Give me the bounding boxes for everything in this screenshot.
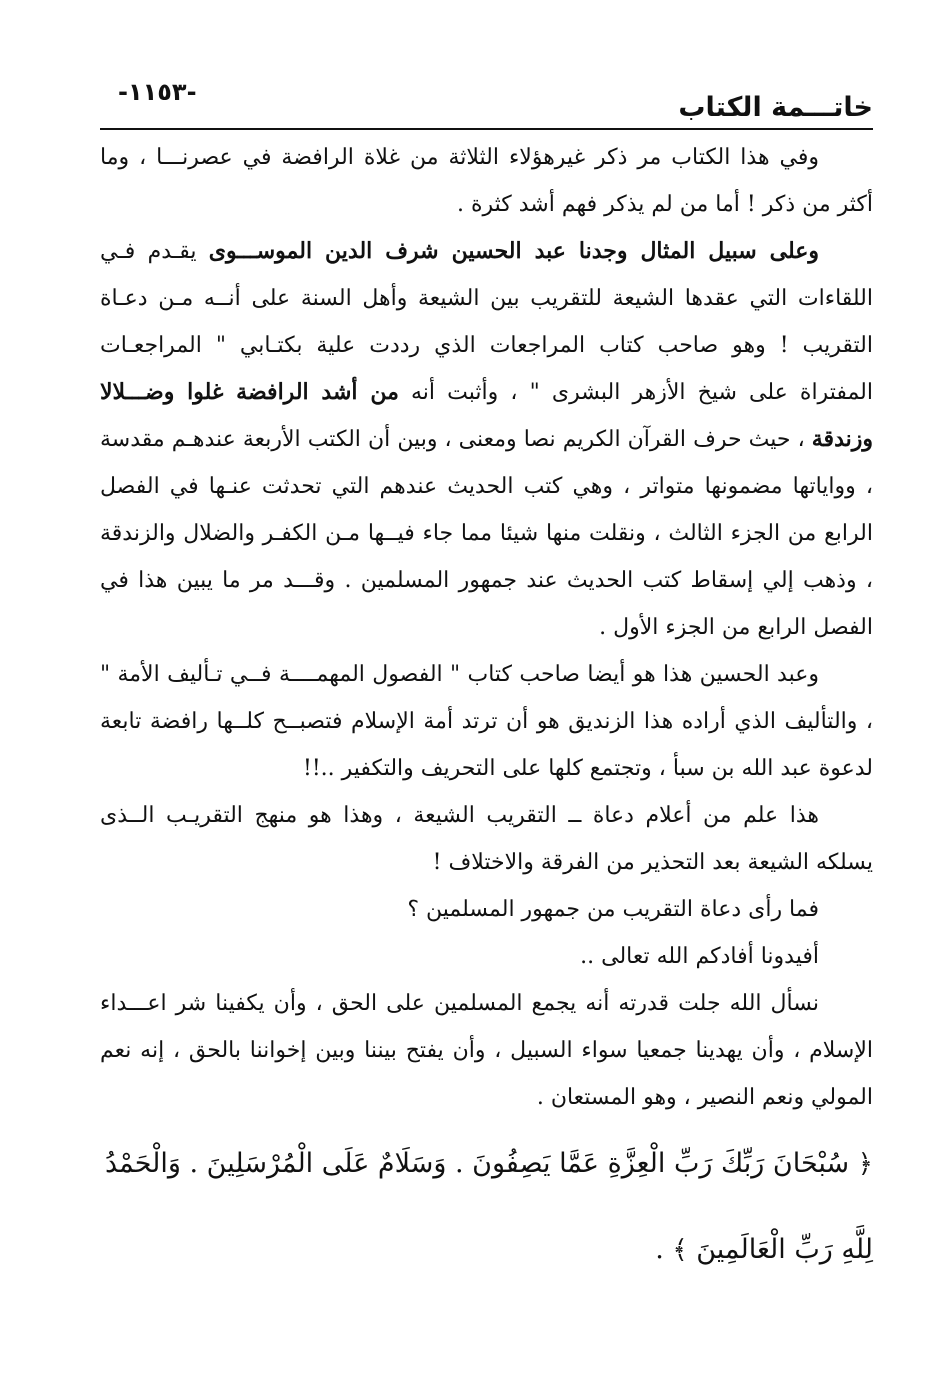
page-header: [100, 70, 873, 130]
verse-close-bracket: ﴾: [672, 1235, 688, 1265]
chapter-title: خاتـــمة الكتاب: [678, 92, 873, 123]
paragraph-2: [100, 228, 873, 651]
paragraph-7: نسأل الله جلت قدرته أنه يجمع المسلمين على الحق ، وأن يكفينا شر اعـــداء الإسلام ، وأن يهدينا جمعيا سواء السبيل ، وأن يفتح بيننا وبين إخواننا بالحق ، إنه نعم المولي ونعم النصير ، وهو المستعان .: [100, 991, 873, 1110]
verse-text: سُبْحَانَ رَبِّكَ رَبِّ الْعِزَّةِ عَمَّا يَصِفُونَ . وَسَلَامٌ عَلَى الْمُرْسَلِينَ . وَالْحَمْدُ لِلَّهِ رَبِّ الْعَالَمِينَ: [104, 1148, 873, 1265]
closing-verse: [100, 1121, 873, 1293]
verse-end: .: [655, 1234, 673, 1265]
page-body: [100, 134, 873, 1293]
page-number: -١١٥٣-: [118, 78, 197, 106]
paragraph-1: وفي هذا الكتاب مر ذكر غيرهؤلاء الثلاثة من غلاة الرافضة في عصرنـــا ، وما أكثر من ذكر ! أما من لم يذكر فهم أشد كثرة .: [100, 145, 873, 217]
paragraph-3: وعبد الحسين هذا هو أيضا صاحب كتاب " الفصول المهمــــة فــي تـأليف الأمة " ، والتأليف الذي أراده هذا الزنديق هو أن ترتد أمة الإسلام فتصبــح كلــها رافضة تابعة لدعوة عبد الله بن سبأ ، وتجتمع كلها على التحريف والتكفير ..!!: [100, 662, 873, 781]
paragraph-5: فما رأى دعاة التقريب من جمهور المسلمين ؟: [407, 897, 819, 922]
paragraph-4: هذا علم من أعلام دعاة ــ التقريب الشيعة ، وهذا هو منهج التقريـب الــذى يسلكه الشيعة بعد التحذير من الفرقة والاختلاف !: [100, 803, 873, 875]
bold-emphasis: من أشد الرافضة غلوا وضـــلالا وزندقة: [100, 379, 873, 452]
paragraph-2-text-a: يقـدم فـي اللقاءات التي عقدها الشيعة للتقريب بين الشيعة وأهل السنة على أنــه مـن دعـاة التقريب ! وهو صاحب كتاب المراجعات الذي رددت علية بكتـابي " المراجعـات المفتراة على شيخ الأزهر البشرى " ، وأثبت أنه: [100, 239, 873, 405]
verse-open-bracket: ﴿: [857, 1149, 873, 1179]
paragraph-2-text-b: ، حيث حرف القرآن الكريم نصا ومعنى ، وبين أن الكتب الأربعة عندهـم مقدسة ، وواياتها مضمونها متواتر ، وهي كتب الحديث عندهم التي تحدثت عنـها في الفصل الرابع من الجزء الثالث ، ونقلت منها شيئا مما جاء فيــها مـن الكفـر والضلال والزندقة ، وذهب إلي إسقاط كتب الحديث عند جمهور المسلمين . وقـــد مر ما يبين هذا في الفصل الرابع من الجزء الأول .: [100, 427, 873, 640]
paragraph-6: أفيدونا أفادكم الله تعالى ..: [580, 944, 819, 969]
bold-intro: وعلى سبيل المثال وجدنا عبد الحسين شرف الدين الموســـوى: [208, 238, 820, 264]
